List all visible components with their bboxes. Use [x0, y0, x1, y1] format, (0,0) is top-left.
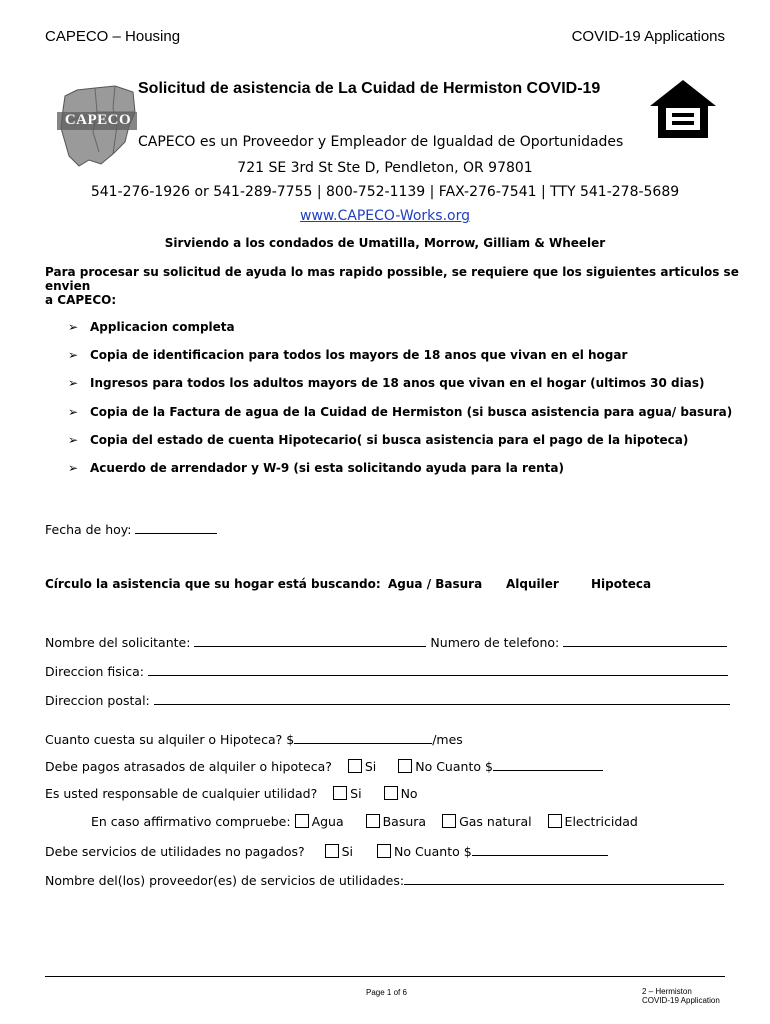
- costo-field[interactable]: [294, 730, 432, 744]
- pagos-atrasados-row: [45, 757, 603, 774]
- list-item: ➢ Ingresos para todos los adultos mayors de 18 anos que vivan en el hogar (ultimos 30 dias): [68, 376, 705, 391]
- basura-checkbox[interactable]: [366, 814, 380, 828]
- si-label: Si: [364, 759, 377, 774]
- pagos-atrasados-label: Debe pagos atrasados de alquiler o hipoteca?: [45, 759, 332, 774]
- intro-address: 721 SE 3rd St Ste D, Pendleton, OR 97801: [237, 160, 533, 176]
- capeco-logo: [55, 82, 139, 172]
- option-alquiler[interactable]: Alquiler: [506, 577, 559, 591]
- gas-label: Gas natural: [459, 814, 532, 829]
- arrow-bullet-icon: ➢: [68, 320, 79, 334]
- pagos-no-checkbox[interactable]: [398, 759, 412, 773]
- list-item: ➢ Copia del estado de cuenta Hipotecario( si busca asistencia para el pago de la hipoteca): [68, 432, 689, 447]
- servicios-cuanto-field[interactable]: [472, 842, 608, 856]
- requirements-list: [68, 320, 732, 489]
- footer-divider: [45, 976, 725, 977]
- agua-checkbox[interactable]: [295, 814, 309, 828]
- pagos-cuanto-field[interactable]: [493, 757, 603, 771]
- dir-postal-row: [45, 691, 730, 708]
- dir-fisica-field[interactable]: [148, 662, 728, 676]
- process-text-2: a CAPECO:: [45, 293, 117, 307]
- proveedor-label: Nombre del(los) proveedor(es) de servicios de utilidades:: [45, 873, 405, 888]
- list-item: ➢ Acuerdo de arrendador y W-9 (si esta solicitando ayuda para la renta): [68, 460, 564, 475]
- caso-label: En caso affirmativo compruebe:: [91, 814, 291, 829]
- header-right: COVID-19 Applications: [571, 28, 725, 45]
- intro-website: [0, 208, 770, 224]
- costo-row: [45, 730, 463, 747]
- arrow-bullet-icon: ➢: [68, 460, 79, 475]
- no-label: No: [400, 786, 418, 801]
- responsable-si-checkbox[interactable]: [333, 786, 347, 800]
- servicios-label: Debe servicios de utilidades no pagados?: [45, 844, 305, 859]
- footer-right-1: 2 – Hermiston: [642, 987, 692, 996]
- mes-label: /mes: [432, 732, 463, 747]
- page-number: Page 1 of 6: [366, 988, 407, 997]
- dir-fisica-label: Direccion fisica:: [45, 664, 145, 679]
- nombre-label: Nombre del solicitante:: [45, 635, 191, 650]
- intro-equal-opportunity: CAPECO es un Proveedor y Empleador de Igualdad de Oportunidades: [138, 134, 624, 150]
- dir-fisica-row: [45, 662, 728, 679]
- list-item: ➢ Copia de la Factura de agua de la Cuidad de Hermiston (si busca asistencia para agua/ basura): [68, 404, 733, 419]
- proveedor-row: [45, 871, 724, 888]
- basura-label: Basura: [382, 814, 427, 829]
- intro-counties: Sirviendo a los condados de Umatilla, Morrow, Gilliam & Wheeler: [164, 236, 606, 250]
- electricidad-checkbox[interactable]: [548, 814, 562, 828]
- fecha-label: Fecha de hoy:: [45, 522, 132, 537]
- proveedor-field[interactable]: [404, 871, 724, 885]
- intro-phones: 541-276-1926 or 541-289-7755 | 800-752-1139 | FAX-276-7541 | TTY 541-278-5689: [90, 184, 680, 200]
- header-left: CAPECO – Housing: [45, 28, 181, 45]
- servicios-row: [45, 842, 608, 859]
- dir-postal-label: Direccion postal:: [45, 693, 150, 708]
- dir-postal-field[interactable]: [154, 691, 730, 705]
- elec-label: Electricidad: [564, 814, 638, 829]
- arrow-bullet-icon: ➢: [68, 404, 79, 419]
- arrow-bullet-icon: ➢: [68, 432, 79, 447]
- servicios-no-checkbox[interactable]: [377, 844, 391, 858]
- fecha-row: [45, 520, 217, 537]
- option-hipoteca[interactable]: Hipoteca: [591, 577, 652, 591]
- agua-label: Agua: [311, 814, 344, 829]
- website-link[interactable]: www.CAPECO-Works.org: [300, 208, 470, 224]
- equal-housing-icon: [648, 78, 718, 140]
- telefono-label: Numero de telefono:: [430, 635, 560, 650]
- telefono-field[interactable]: [563, 633, 727, 647]
- option-agua-basura[interactable]: Agua / Basura: [388, 577, 483, 591]
- arrow-bullet-icon: ➢: [68, 376, 79, 391]
- si-label: Si: [341, 844, 354, 859]
- nombre-field[interactable]: [194, 633, 426, 647]
- form-title: Solicitud de asistencia de La Cuidad de Hermiston COVID-19: [138, 80, 601, 97]
- list-item: ➢ Applicacion completa: [68, 320, 235, 334]
- list-item: ➢ Copia de identificacion para todos los mayors de 18 anos que vivan en el hogar: [68, 348, 628, 363]
- responsable-row: [45, 786, 418, 801]
- no-cuanto-label: No Cuanto $: [393, 844, 472, 859]
- pagos-si-checkbox[interactable]: [348, 759, 362, 773]
- process-text-1: Para procesar su solicitud de ayuda lo mas rapido possible, se requiere que los siguientes articulos se envien: [45, 265, 739, 293]
- fecha-field[interactable]: [135, 520, 217, 534]
- servicios-si-checkbox[interactable]: [325, 844, 339, 858]
- assistance-label: Círculo la asistencia que su hogar está buscando:: [45, 577, 381, 591]
- arrow-bullet-icon: ➢: [68, 348, 79, 363]
- no-cuanto-label: No Cuanto $: [415, 759, 493, 774]
- costo-label: Cuanto cuesta su alquiler o Hipoteca? $: [45, 732, 295, 747]
- responsable-label: Es usted responsable de cualquier utilidad?: [45, 786, 318, 801]
- footer-right-2: COVID-19 Application: [642, 996, 720, 1005]
- nombre-row: [45, 633, 727, 650]
- utilidades-check-row: [91, 814, 638, 829]
- gas-natural-checkbox[interactable]: [442, 814, 456, 828]
- responsable-no-checkbox[interactable]: [384, 786, 398, 800]
- logo-text: CAPECO: [64, 112, 132, 128]
- si-label: Si: [350, 786, 362, 801]
